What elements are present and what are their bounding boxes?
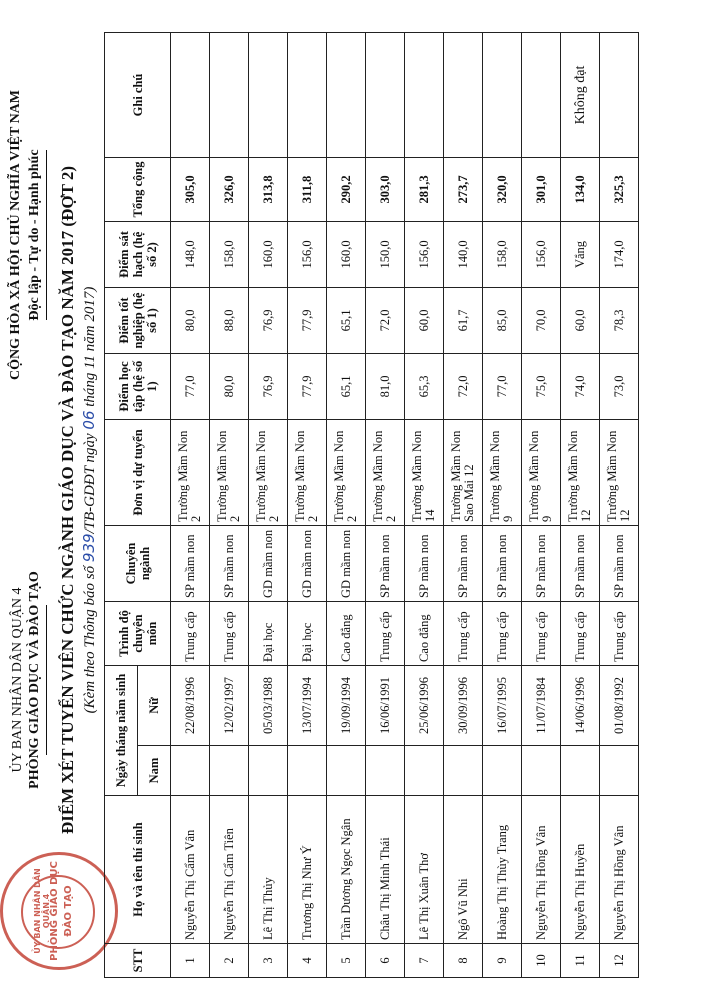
cell-exam: 160,0	[249, 221, 288, 287]
cell-stt: 9	[483, 944, 522, 978]
subtitle-suffix: tháng 11 năm 2017)	[82, 286, 98, 407]
cell-name: Trương Thị Như Ý	[288, 796, 327, 944]
cell-major: GD mầm non	[327, 525, 366, 601]
cell-exam: 150,0	[366, 221, 405, 287]
cell-level: Trung cấp	[366, 601, 405, 665]
scores-table	[104, 32, 639, 978]
cell-grad: 60,0	[405, 287, 444, 353]
cell-major: SP mầm non	[483, 525, 522, 601]
cell-unit: Trường Mầm Non 12	[561, 419, 600, 525]
cell-exam: 156,0	[522, 221, 561, 287]
cell-note	[483, 32, 522, 157]
cell-level: Trung cấp	[171, 601, 210, 665]
cell-female: 12/02/1997	[210, 665, 249, 745]
cell-total: 290,2	[327, 157, 366, 221]
handwritten-day: 06	[80, 410, 98, 430]
cell-level: Trung cấp	[522, 601, 561, 665]
col-unit: Đơn vị dự tuyển	[105, 419, 171, 525]
col-total: Tổng cộng	[105, 157, 171, 221]
table-row	[288, 32, 327, 977]
cell-grad: 60,0	[561, 287, 600, 353]
col-female: Nữ	[138, 665, 171, 745]
cell-stt: 6	[366, 944, 405, 978]
cell-note	[327, 32, 366, 157]
cell-exam: 174,0	[600, 221, 639, 287]
cell-exam: 148,0	[171, 221, 210, 287]
cell-unit: Trường Mầm Non 2	[366, 419, 405, 525]
col-male: Nam	[138, 746, 171, 796]
cell-name: Hoàng Thị Thùy Trang	[483, 796, 522, 944]
cell-name: Trần Dương Ngọc Ngân	[327, 796, 366, 944]
cell-study: 76,9	[249, 353, 288, 419]
document-subtitle	[80, 0, 99, 1000]
cell-total: 281,3	[405, 157, 444, 221]
cell-total: 134,0	[561, 157, 600, 221]
cell-total: 301,0	[522, 157, 561, 221]
cell-level: Cao đẳng	[327, 601, 366, 665]
cell-study: 80,0	[210, 353, 249, 419]
col-exam: Điểm sát hạch (hệ số 2)	[105, 221, 171, 287]
cell-study: 72,0	[444, 353, 483, 419]
cell-major: SP mầm non	[444, 525, 483, 601]
cell-major: SP mầm non	[561, 525, 600, 601]
subtitle-prefix: (Kèm theo Thông báo số	[82, 565, 98, 714]
cell-note	[210, 32, 249, 157]
cell-level: Trung cấp	[600, 601, 639, 665]
cell-unit: Trường Mầm Non Sao Mai 12	[444, 419, 483, 525]
cell-female: 16/07/1995	[483, 665, 522, 745]
cell-male	[444, 746, 483, 796]
cell-study: 73,0	[600, 353, 639, 419]
cell-name: Nguyễn Thị Hồng Vân	[600, 796, 639, 944]
col-study: Điểm học tập (hệ số 1)	[105, 353, 171, 419]
table-header-row	[105, 32, 138, 977]
cell-level: Trung cấp	[483, 601, 522, 665]
cell-total: 326,0	[210, 157, 249, 221]
cell-grad: 70,0	[522, 287, 561, 353]
cell-unit: Trường Mầm Non 14	[405, 419, 444, 525]
cell-note	[600, 32, 639, 157]
cell-grad: 85,0	[483, 287, 522, 353]
cell-name: Nguyễn Thị Cẩm Vân	[171, 796, 210, 944]
cell-note	[522, 32, 561, 157]
cell-female: 25/06/1996	[405, 665, 444, 745]
cell-female: 19/09/1994	[327, 665, 366, 745]
cell-grad: 61,7	[444, 287, 483, 353]
cell-female: 01/08/1992	[600, 665, 639, 745]
cell-exam: 158,0	[483, 221, 522, 287]
stamp-text-3: ĐÀO TẠO	[63, 885, 74, 937]
cell-female: 22/08/1996	[171, 665, 210, 745]
cell-exam: 156,0	[288, 221, 327, 287]
cell-female: 13/07/1994	[288, 665, 327, 745]
cell-total: 320,0	[483, 157, 522, 221]
table-row	[327, 32, 366, 977]
cell-stt: 12	[600, 944, 639, 978]
cell-unit: Trường Mầm Non 9	[483, 419, 522, 525]
cell-major: SP mầm non	[210, 525, 249, 601]
cell-study: 65,1	[327, 353, 366, 419]
cell-female: 05/03/1988	[249, 665, 288, 745]
cell-exam: Vắng	[561, 221, 600, 287]
cell-stt: 5	[327, 944, 366, 978]
cell-unit: Trường Mầm Non 2	[171, 419, 210, 525]
agency-name: ỦY BAN NHÂN DÂN QUẬN 4	[10, 587, 25, 773]
republic-heading: CỘNG HÒA XÃ HỘI CHỦ NGHĨA VIỆT NAM	[8, 90, 23, 381]
cell-exam: 158,0	[210, 221, 249, 287]
cell-male	[327, 746, 366, 796]
cell-grad: 72,0	[366, 287, 405, 353]
cell-study: 81,0	[366, 353, 405, 419]
cell-unit: Trường Mầm Non 2	[288, 419, 327, 525]
cell-male	[522, 746, 561, 796]
table-row	[366, 32, 405, 977]
cell-name: Ngô Vũ Nhi	[444, 796, 483, 944]
department-underline	[46, 605, 47, 755]
cell-stt: 4	[288, 944, 327, 978]
cell-female: 30/09/1996	[444, 665, 483, 745]
table-row	[522, 32, 561, 977]
subtitle-middle: /TB-GDĐT ngày	[82, 433, 98, 534]
cell-female: 11/07/1984	[522, 665, 561, 745]
cell-major: GD mầm non	[249, 525, 288, 601]
cell-name: Nguyễn Thị Huyền	[561, 796, 600, 944]
cell-grad: 80,0	[171, 287, 210, 353]
col-dob: Ngày tháng năm sinh	[105, 665, 138, 795]
cell-name: Nguyễn Thị Hồng Vân	[522, 796, 561, 944]
cell-note	[171, 32, 210, 157]
cell-unit: Trường Mầm Non 2	[327, 419, 366, 525]
table-row	[249, 32, 288, 977]
cell-exam: 160,0	[327, 221, 366, 287]
cell-note: Không đạt	[561, 32, 600, 157]
cell-male	[561, 746, 600, 796]
cell-total: 305,0	[171, 157, 210, 221]
cell-total: 273,7	[444, 157, 483, 221]
cell-male	[210, 746, 249, 796]
table-row	[600, 32, 639, 977]
cell-study: 77,0	[483, 353, 522, 419]
cell-grad: 88,0	[210, 287, 249, 353]
cell-male	[366, 746, 405, 796]
cell-study: 75,0	[522, 353, 561, 419]
cell-total: 325,3	[600, 157, 639, 221]
cell-unit: Trường Mầm Non 2	[249, 419, 288, 525]
document-title: ĐIỂM XÉT TUYỂN VIÊN CHỨC NGÀNH GIÁO DỤC VÀ ĐÀO TẠO NĂM 2017 (ĐỢT 2)	[58, 165, 77, 835]
col-note: Ghi chú	[105, 32, 171, 157]
cell-note	[288, 32, 327, 157]
cell-note	[444, 32, 483, 157]
cell-note	[366, 32, 405, 157]
table-body	[171, 32, 639, 977]
cell-level: Trung cấp	[561, 601, 600, 665]
table-row	[561, 32, 600, 977]
cell-major: SP mầm non	[366, 525, 405, 601]
cell-name: Lê Thị Thủy	[249, 796, 288, 944]
table-row	[483, 32, 522, 977]
stamp-text-2: PHÒNG GIÁO DỤC	[49, 861, 60, 961]
col-name: Họ và tên thí sinh	[105, 796, 171, 944]
table-row	[405, 32, 444, 977]
cell-level: Đại học	[249, 601, 288, 665]
cell-male	[171, 746, 210, 796]
cell-name: Nguyễn Thị Cẩm Tiên	[210, 796, 249, 944]
cell-stt: 7	[405, 944, 444, 978]
cell-male	[405, 746, 444, 796]
col-major: Chuyên ngành	[105, 525, 171, 601]
cell-study: 77,0	[171, 353, 210, 419]
cell-female: 14/06/1996	[561, 665, 600, 745]
cell-major: SP mầm non	[405, 525, 444, 601]
cell-study: 65,3	[405, 353, 444, 419]
motto-underline	[46, 150, 47, 320]
cell-major: SP mầm non	[171, 525, 210, 601]
cell-study: 74,0	[561, 353, 600, 419]
table-row	[210, 32, 249, 977]
cell-male	[600, 746, 639, 796]
cell-male	[483, 746, 522, 796]
cell-study: 77,9	[288, 353, 327, 419]
cell-stt: 10	[522, 944, 561, 978]
cell-unit: Trường Mầm Non 2	[210, 419, 249, 525]
cell-female: 16/06/1991	[366, 665, 405, 745]
cell-note	[249, 32, 288, 157]
cell-total: 303,0	[366, 157, 405, 221]
col-stt: STT	[105, 944, 171, 978]
cell-male	[249, 746, 288, 796]
col-grad: Điểm tốt nghiệp (hệ số 1)	[105, 287, 171, 353]
cell-grad: 78,3	[600, 287, 639, 353]
cell-stt: 1	[171, 944, 210, 978]
cell-level: Trung cấp	[444, 601, 483, 665]
national-motto: Độc lập - Tự do - Hạnh phúc	[27, 149, 42, 321]
cell-stt: 8	[444, 944, 483, 978]
cell-total: 313,8	[249, 157, 288, 221]
cell-exam: 140,0	[444, 221, 483, 287]
cell-unit: Trường Mầm Non 12	[600, 419, 639, 525]
cell-exam: 156,0	[405, 221, 444, 287]
stamp-text-1: ỦY BAN NHÂN DÂN QUẬN 4	[33, 868, 51, 954]
cell-major: SP mầm non	[600, 525, 639, 601]
cell-major: SP mầm non	[522, 525, 561, 601]
cell-stt: 3	[249, 944, 288, 978]
cell-level: Đại học	[288, 601, 327, 665]
cell-level: Cao đẳng	[405, 601, 444, 665]
table-row	[171, 32, 210, 977]
table-row	[444, 32, 483, 977]
cell-grad: 76,9	[249, 287, 288, 353]
cell-grad: 77,9	[288, 287, 327, 353]
handwritten-number: 939	[80, 533, 98, 563]
col-level: Trình độ chuyên môn	[105, 601, 171, 665]
cell-major: GD mầm non	[288, 525, 327, 601]
cell-name: Châu Thị Minh Thái	[366, 796, 405, 944]
cell-name: Lê Thị Xuân Thơ	[405, 796, 444, 944]
cell-total: 311,8	[288, 157, 327, 221]
cell-stt: 2	[210, 944, 249, 978]
department-name: PHÒNG GIÁO DỤC VÀ ĐÀO TẠO	[27, 571, 42, 789]
cell-note	[405, 32, 444, 157]
cell-level: Trung cấp	[210, 601, 249, 665]
cell-male	[288, 746, 327, 796]
cell-unit: Trường Mầm Non 9	[522, 419, 561, 525]
cell-grad: 65,1	[327, 287, 366, 353]
cell-stt: 11	[561, 944, 600, 978]
